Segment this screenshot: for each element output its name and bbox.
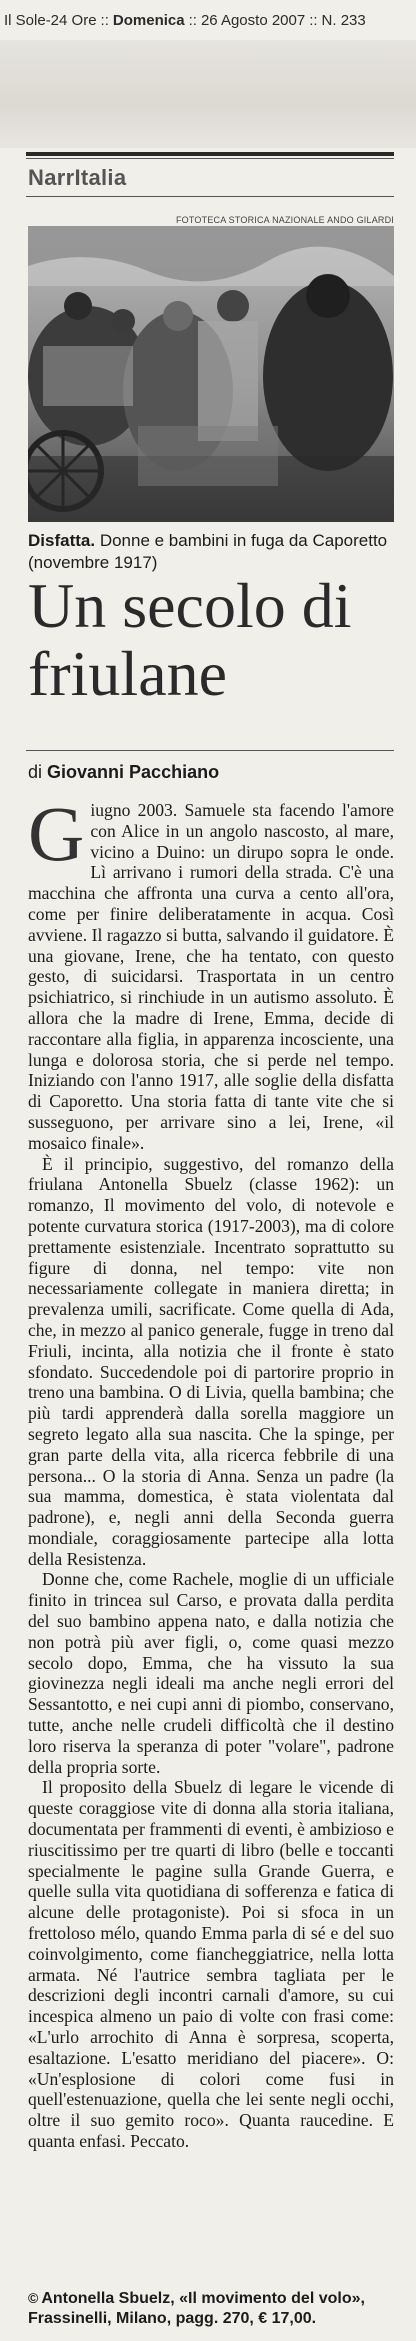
caption-text: Donne e bambini in fuga da Caporetto (novembre 1917) bbox=[28, 531, 388, 572]
issue-number: N. 233 bbox=[321, 11, 366, 29]
caption-lead: Disfatta. bbox=[28, 531, 96, 550]
weekday: Domenica bbox=[112, 11, 185, 29]
paragraph bbox=[28, 790, 394, 1154]
gray-band bbox=[0, 40, 416, 148]
separator: :: bbox=[100, 11, 109, 29]
photo-credit: FOTOTECA STORICA NAZIONALE ANDO GILARDI bbox=[175, 215, 394, 225]
book-mark: © bbox=[28, 2290, 39, 2306]
paragraph: Donne che, come Rachele, moglie di un ufficiale finito in trincea sul Carso, e provata dalla perdita del suo bambino appena nato, e dalla notizia che non potrà più aver figli, o, come quasi mezzo secolo dopo, Emma, che ha vissuto la sua giovinezza negli ideali ma anche negli errori del Sessantotto, e nei cupi anni di piombo, conservano, tutte, anche nelle crudeli difficoltà che il destino loro riserva la speranza di poter "volare", padrone della propria sorte. bbox=[28, 1569, 394, 1777]
separator: :: bbox=[188, 11, 197, 29]
paragraph: È il principio, suggestivo, del romanzo della friulana Antonella Sbuelz (classe 1962): un romanzo, Il movimento del volo, di notevole e potente curvatura storica (1917-2003), ma di colore prettamente esistenziale. Incentrato soprattutto su figure di donna, nel tempo: vite non necessariamente collegate in maniera diretta; in prevalenza umili, sacrificate. Come quella di Ada, che, in mezzo al panico generale, fugge in treno dal Friuli, incinta, alla notizia che il fronte è stato sfondato. Succedendole poi di partorire proprio in treno una bambina. O di Livia, quella bambina; che più tardi apprenderà dalla sorella maggiore un segreto legato alla sua nascita. Che la spinge, per gran parte della vita, alla ricerca febbrile di una persona... O la storia di Anna. Senza un padre (la sua mamma, domestica, è stata violentata dal padrone), e, negli anni della Seconda guerra mondiale, coraggiosamente partecipe alla lotta della Resistenza. bbox=[28, 1153, 394, 1569]
byline-rule bbox=[26, 750, 394, 751]
byline bbox=[28, 762, 219, 783]
top-rule bbox=[26, 152, 394, 156]
author-name: Giovanni Pacchiano bbox=[47, 762, 220, 782]
masthead-line bbox=[0, 0, 416, 40]
paragraph-text: iugno 2003. Samuele sta facendo l'amore con Alice in un angolo nascosto, al mare, vicino a Duino: un dirupo sopra le onde. Lì arrivano i rumori della strada. C'è una macchina che affronta una curva a cento all'ora, come per finire deliberatamente in acqua. Così avviene. Il ragazzo si butta, salvando il guidatore. È una giovane, Irene, che ha tentato, con questo gesto, di suicidarsi. Trasportata in un centro psichiatrico, si rinchiude in un autismo assoluto. È allora che la madre di Irene, Emma, decide di raccontare alla figlia, in apparenza incosciente, una lunga e dolorosa storia, che si perde nel tempo. Iniziando con l'anno 1917, alle soglie della disfatta di Caporetto. Una storia fatta di tante vite che si susseguono, per arrivare sino a lei, Irene, «il mosaico finale». bbox=[28, 800, 394, 1153]
article-body bbox=[28, 790, 394, 2152]
article-title: Un secolo di friulane bbox=[28, 570, 352, 709]
byline-prefix: di bbox=[28, 762, 43, 782]
paragraph: Il proposito della Sbuelz di legare le vicende di queste coraggiose vite di donna alla storia italiana, documentata per frammenti di eventi, è ambizioso e riuscitissimo per tre quarti di libro (belle e toccanti specialmente le pagine sulla Grande Guerra, e quelle sulla vita quotidiana di sofferenza e fatica di alcune delle protagoniste). Poi si sfoca in un frettoloso mélo, quando Emma parla di sé e del suo coinvolgimento, come fiancheggiatrice, nella lotta armata. Né l'autrice sembra tagliata per le descrizioni degli incontri carnali d'amore, su cui incespica almeno un paio di volte con frasi come: «L'urlo arrochito di Anna è sorpresa, scoperta, esaltazione. L'esatto meridiano del piacere». O: «Un'esplosione di colori come fusi in quell'estenuazione, quella che lei sente negli occhi, oltre il suo gemito roco». Quanta raucedine. E quanta enfasi. Peccato. bbox=[28, 1777, 394, 2151]
refugees-photo-illustration bbox=[28, 226, 394, 522]
drop-cap: G bbox=[28, 790, 85, 877]
book-details: Antonella Sbuelz, «Il movimento del volo», Frassinelli, Milano, pagg. 270, € 17,00. bbox=[28, 2290, 365, 2327]
book-info bbox=[28, 2288, 398, 2329]
photo-caption bbox=[28, 530, 394, 574]
issue-date: 26 Agosto 2007 bbox=[200, 11, 306, 29]
separator: :: bbox=[309, 11, 318, 29]
newspaper-name: Il Sole-24 Ore bbox=[4, 11, 97, 29]
section-rule bbox=[26, 196, 394, 197]
top-rule-thin bbox=[26, 158, 394, 159]
historical-photo bbox=[28, 226, 394, 522]
section-label: NarrItalia bbox=[28, 165, 127, 190]
